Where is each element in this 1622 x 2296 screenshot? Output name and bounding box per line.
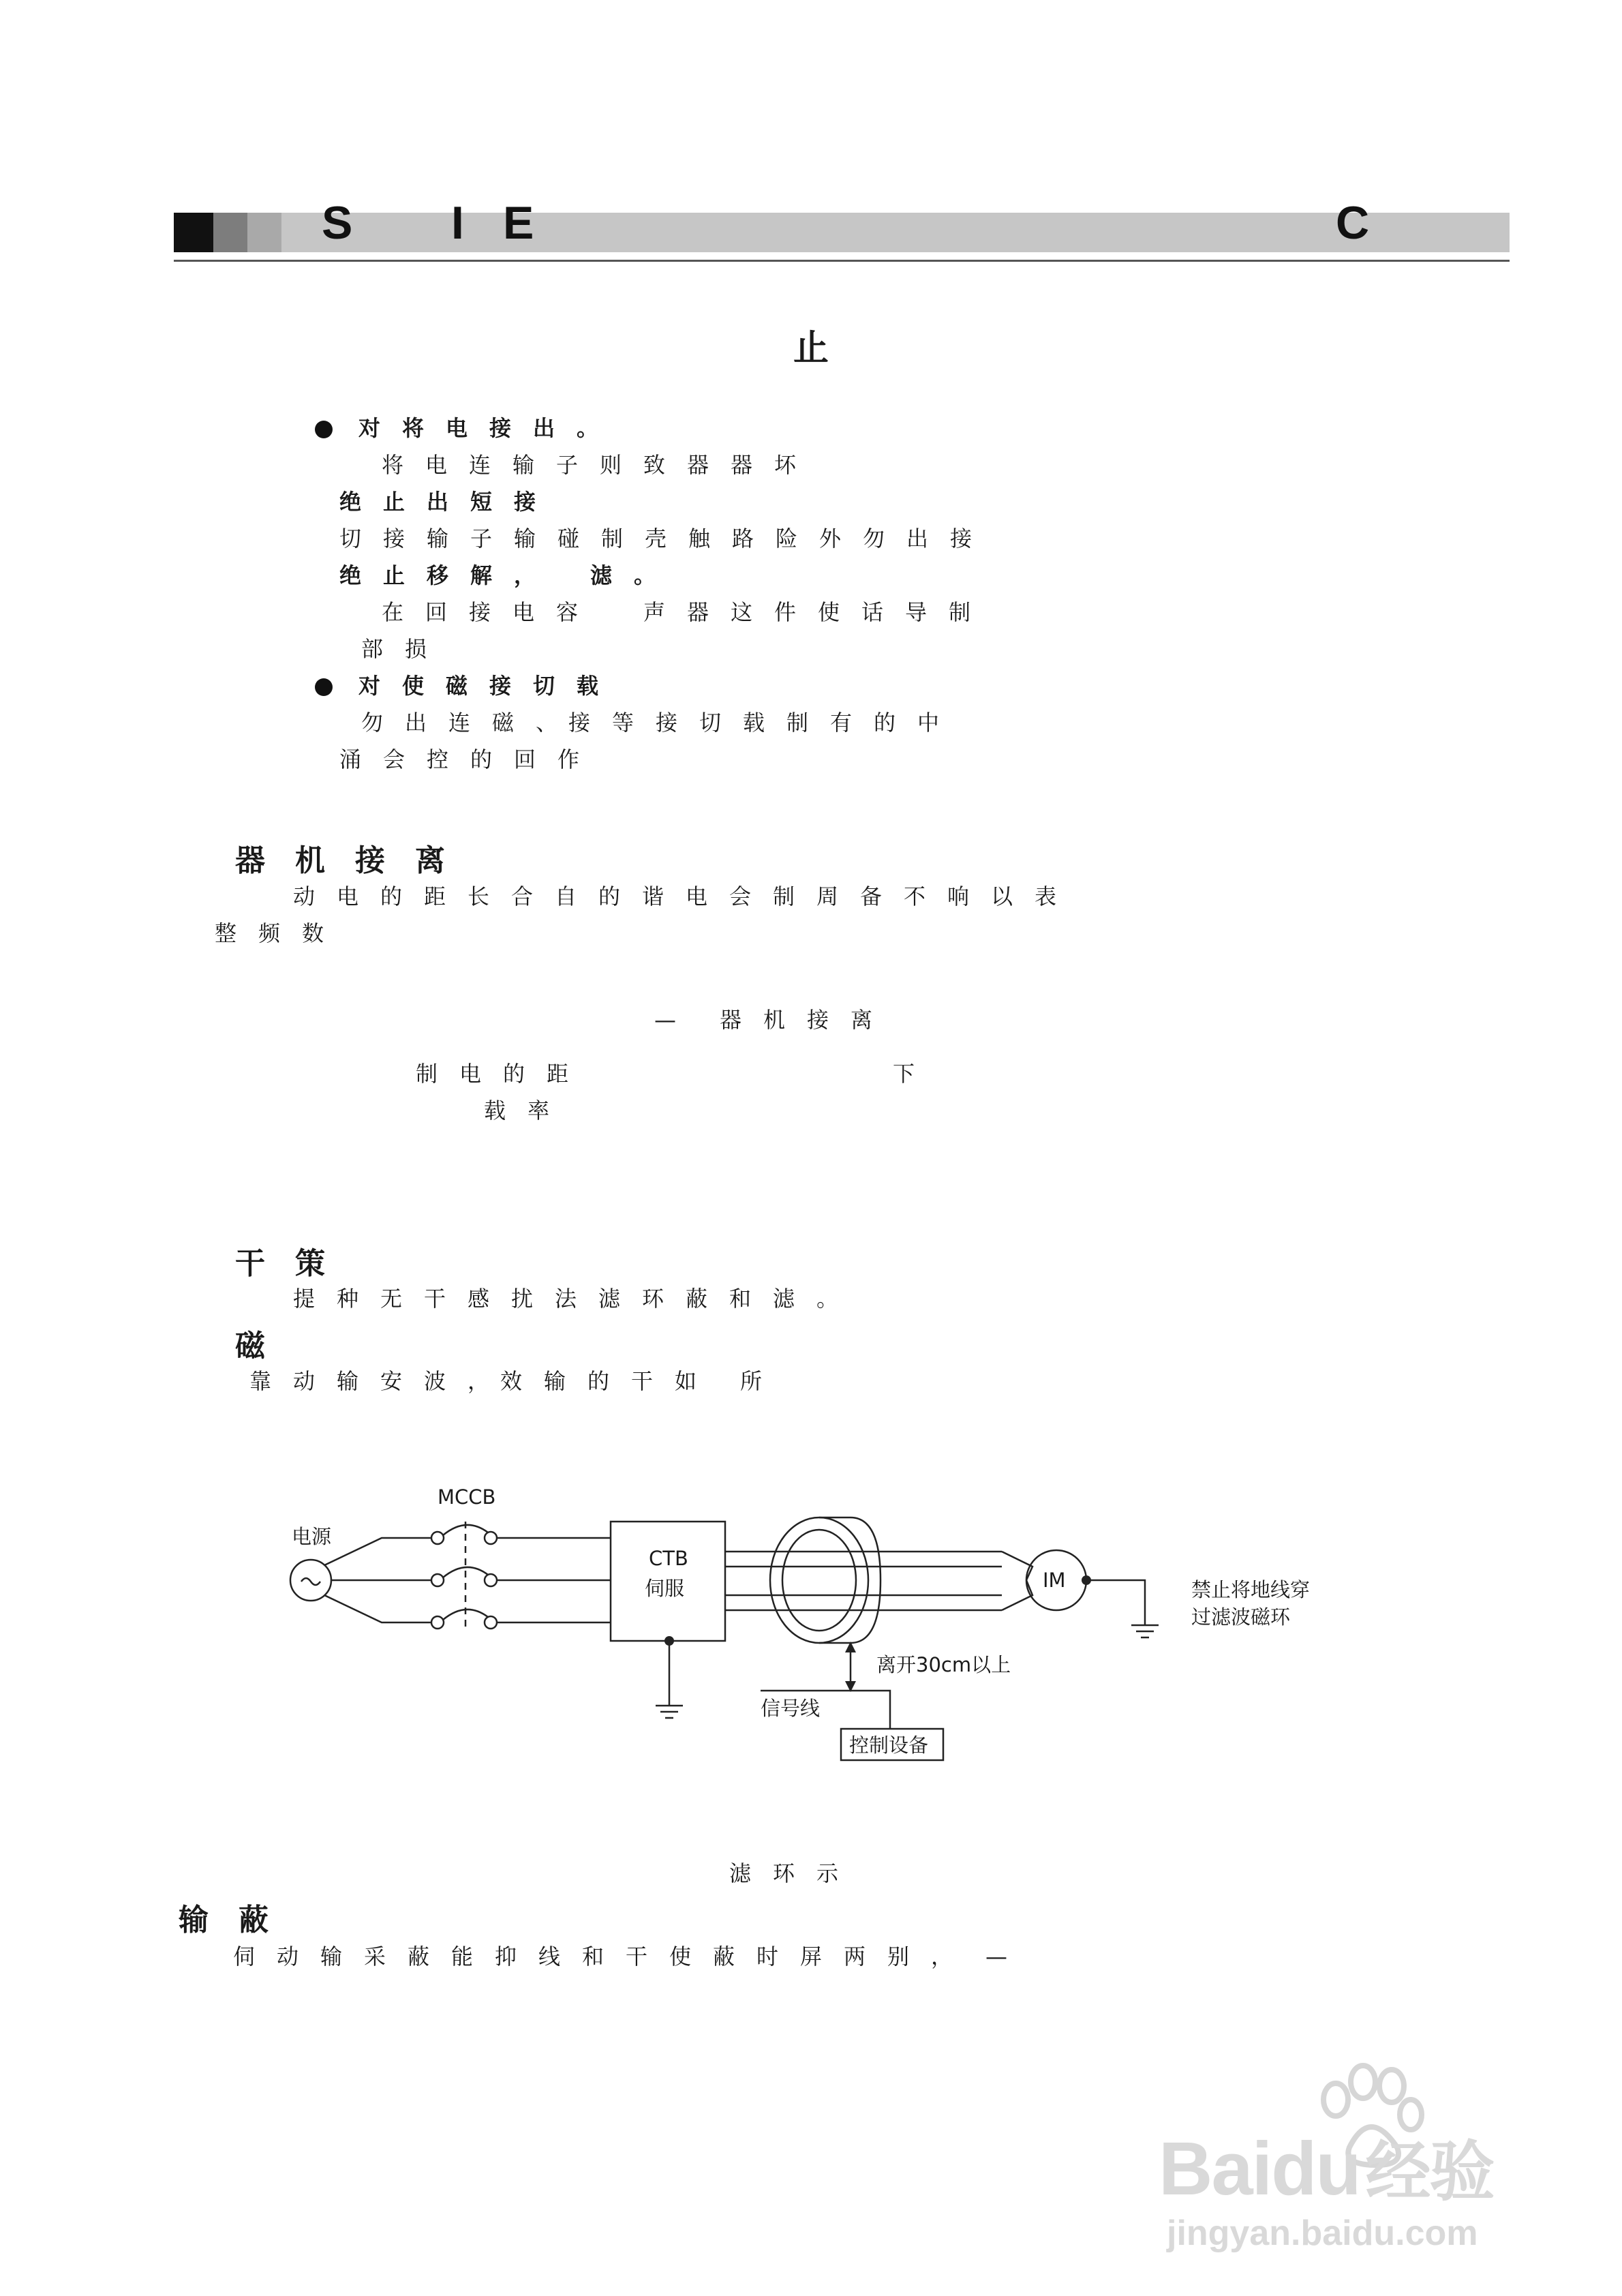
section2-line1: 动 电 的 距 长 合 自 的 谐 电 会 制 周 备 不 响 以 表 [293,883,1057,909]
section1-line2: 切 接 输 子 输 碰 制 壳 触 路 险 外 勿 出 接 [339,526,973,552]
note-line1: 禁止将地线穿 [1191,1578,1311,1601]
section2-table-title: — 器 机 接 离 [654,1007,873,1033]
section2-heading: 器 机 接 离 [235,843,445,878]
section1-line3: 在 回 接 电 容 声 器 这 件 使 话 导 制 [382,599,971,625]
section1-line1: 将 电 连 输 子 则 致 器 器 坏 [382,452,797,478]
section1-bold2: 绝 止 移 解 ， 滤 。 [339,562,656,588]
section2-row1-left: 制 电 的 距 [416,1061,569,1087]
page-title: 止 [793,328,829,369]
diagram-caption: 滤 环 示 [729,1860,839,1886]
section2-line2: 整 频 数 [215,920,324,946]
section2-row2: 载 率 [484,1098,550,1123]
header-letter-i: I [451,197,464,249]
bullet1-title: 对 将 电 接 出 。 [358,415,599,441]
watermark-brand-cn: 经验 [1365,2134,1494,2210]
watermark-brand: Bai [1159,2127,1272,2211]
watermark-brand2: du [1271,2127,1360,2211]
power-label: 电源 [292,1525,332,1548]
section4-line1: 伺 动 输 采 蔽 能 抑 线 和 干 使 蔽 时 屏 两 别 ， — [233,1944,1008,1969]
mccb-label: MCCB [438,1485,496,1509]
servo-label: 伺服 [645,1577,685,1600]
ctb-label: CTB [649,1547,688,1570]
header-letter-s: S [322,197,353,249]
header-letter-c: C [1336,197,1370,249]
baidu-watermark [1159,2059,1540,2263]
ac-wave-icon [301,1578,320,1585]
wire-phase-1 [324,1538,431,1565]
watermark-url: jingyan.baidu.com [1167,2214,1478,2253]
section1-line5: 勿 出 连 磁 、 接 等 接 切 载 制 有 的 中 [361,710,940,736]
control-device-label: 控制设备 [849,1734,929,1757]
section1-line6: 涌 会 控 的 回 作 [339,746,580,772]
signal-line-label: 信号线 [761,1697,821,1720]
section2-row1-right: 下 [893,1061,915,1087]
distance-label: 离开30cm以上 [876,1653,1011,1676]
header-letter-e: E [503,197,534,249]
note-line2: 过滤波磁环 [1191,1605,1291,1629]
section3-heading: 干 策 [235,1246,325,1281]
section4-heading: 输 蔽 [179,1903,269,1937]
bullet2-title: 对 使 磁 接 切 载 [358,673,599,699]
section3-subheading: 磁 [235,1329,265,1363]
motor-label: IM [1043,1569,1066,1592]
section1-line4: 部 损 [361,636,427,662]
section1-bold1: 绝 止 出 短 接 [339,489,536,515]
wire-phase-3 [324,1595,431,1622]
filter-ring [770,1517,868,1643]
section3-line2: 靠 动 输 安 波 ， 效 输 的 干 如 所 [249,1368,763,1394]
section3-line1: 提 种 无 干 感 扰 法 滤 环 蔽 和 滤 。 [293,1286,839,1312]
